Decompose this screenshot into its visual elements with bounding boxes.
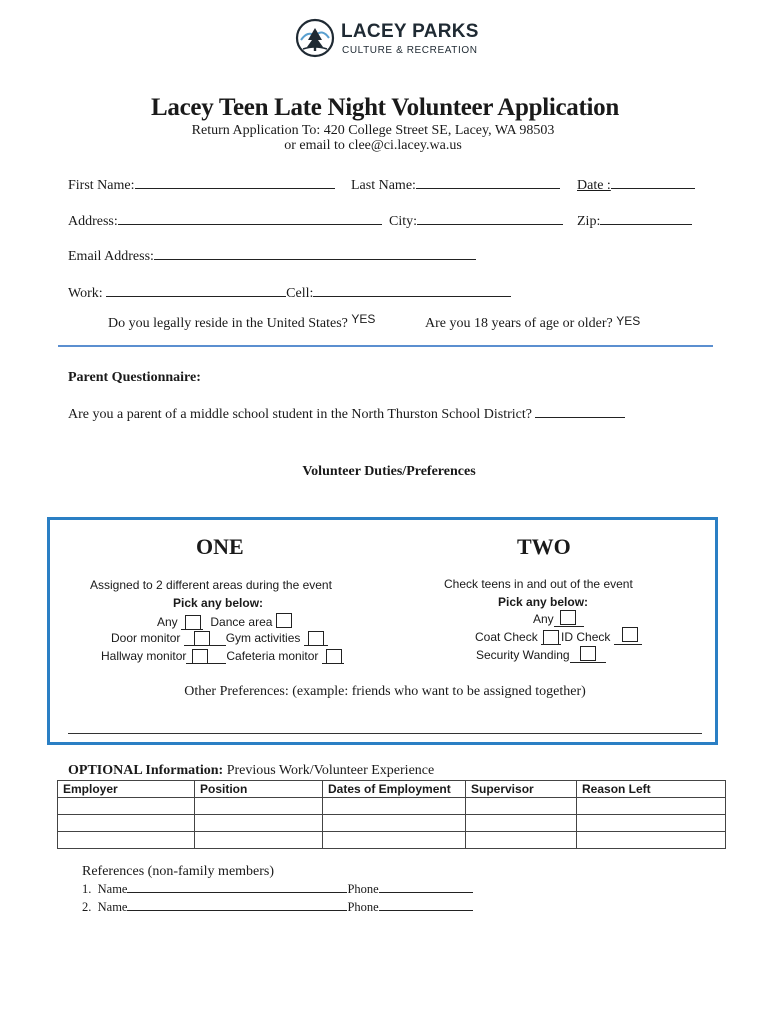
option-one-title: ONE: [196, 534, 244, 559]
logo: [295, 18, 485, 60]
zip-label: Zip:: [577, 214, 601, 229]
col-dates: Dates of Employment: [323, 781, 466, 798]
lacey-parks-logo-icon: [295, 18, 335, 58]
hallway-monitor-label: Hallway monitor: [101, 649, 187, 663]
table-header-row: [58, 781, 726, 798]
option-two-title: TWO: [517, 534, 571, 559]
coat-check-label: Coat Check: [475, 630, 538, 644]
age-answer[interactable]: YES: [616, 314, 641, 328]
col-reason-left: Reason Left: [577, 781, 726, 798]
zip-field[interactable]: [600, 210, 692, 225]
cafeteria-monitor-checkbox[interactable]: [326, 649, 342, 664]
any-label-two: Any: [533, 612, 554, 626]
last-name-label: Last Name:: [351, 178, 416, 193]
option-one-desc: Assigned to 2 different areas during the event: [90, 578, 332, 592]
other-preferences-field[interactable]: [68, 733, 702, 734]
col-supervisor: Supervisor: [466, 781, 577, 798]
gym-activities-label: Gym activities: [225, 631, 301, 645]
reference-phone-label: Phone: [347, 882, 379, 896]
dance-area-checkbox[interactable]: [276, 613, 292, 628]
last-name-field[interactable]: [416, 174, 560, 189]
reference-number: 1.: [82, 882, 92, 896]
table-row[interactable]: [58, 832, 726, 849]
any-label-one: Any: [157, 615, 178, 629]
first-name-label: First Name:: [68, 178, 135, 193]
table-row[interactable]: [58, 798, 726, 815]
email-field[interactable]: [154, 245, 476, 260]
reside-answer[interactable]: YES: [351, 312, 376, 326]
brand-name: LACEY PARKS: [341, 21, 479, 42]
optional-label: OPTIONAL Information:: [68, 763, 224, 778]
list-item: [82, 899, 473, 915]
option-two-pick: Pick any below:: [498, 595, 589, 609]
reference-number: 2.: [82, 900, 92, 914]
address-field[interactable]: [118, 210, 382, 225]
coat-check-checkbox[interactable]: [543, 630, 559, 645]
duties-heading: Volunteer Duties/Preferences: [302, 464, 476, 479]
any-checkbox-one[interactable]: [185, 615, 201, 630]
page-title: Lacey Teen Late Night Volunteer Application: [151, 94, 619, 121]
dance-area-label: Dance area: [210, 615, 273, 629]
first-name-field[interactable]: [135, 174, 335, 189]
age-question: Are you 18 years of age or older?: [425, 316, 613, 331]
col-position: Position: [195, 781, 323, 798]
other-preferences-label: Other Preferences: (example: friends who want to be assigned together): [184, 684, 586, 699]
list-item: [82, 881, 473, 897]
brand-tagline: CULTURE & RECREATION: [342, 45, 478, 56]
reference-2-name-field[interactable]: [127, 899, 347, 911]
city-label: City:: [389, 214, 418, 229]
work-phone-field[interactable]: [106, 282, 286, 297]
parent-heading: Parent Questionnaire:: [68, 370, 201, 385]
reside-question: Do you legally reside in the United States?: [108, 316, 348, 331]
hallway-monitor-checkbox[interactable]: [192, 649, 208, 664]
reference-phone-label: Phone: [347, 900, 379, 914]
reference-2-phone-field[interactable]: [379, 899, 473, 911]
table-row[interactable]: [58, 815, 726, 832]
city-field[interactable]: [417, 210, 563, 225]
reference-1-phone-field[interactable]: [379, 881, 473, 893]
cafeteria-monitor-label: Cafeteria monitor: [226, 649, 319, 663]
reference-name-label: Name: [97, 900, 128, 914]
id-check-checkbox[interactable]: [622, 627, 638, 642]
reference-1-name-field[interactable]: [127, 881, 347, 893]
date-field[interactable]: [611, 174, 695, 189]
gym-activities-checkbox[interactable]: [308, 631, 324, 646]
email-label: Email Address:: [68, 249, 154, 264]
door-monitor-checkbox[interactable]: [194, 631, 210, 646]
any-checkbox-two[interactable]: [560, 610, 576, 625]
work-label: Work:: [68, 286, 103, 301]
door-monitor-label: Door monitor: [111, 631, 181, 645]
reference-name-label: Name: [97, 882, 128, 896]
references-heading: References (non-family members): [82, 864, 275, 879]
optional-sublabel: Previous Work/Volunteer Experience: [226, 763, 435, 778]
parent-answer-field[interactable]: [535, 403, 625, 418]
return-address: Return Application To: 420 College Street SE, Lacey, WA 98503: [191, 123, 555, 138]
col-employer: Employer: [58, 781, 195, 798]
id-check-label: ID Check: [561, 630, 611, 644]
experience-table: [57, 780, 726, 849]
cell-label: Cell:: [286, 286, 314, 301]
option-one-pick: Pick any below:: [173, 596, 264, 610]
section-divider: [58, 345, 713, 347]
security-wanding-checkbox[interactable]: [580, 646, 596, 661]
option-two-desc: Check teens in and out of the event: [444, 577, 633, 591]
date-label: Date :: [577, 178, 611, 193]
address-label: Address:: [68, 214, 118, 229]
parent-question: Are you a parent of a middle school student in the North Thurston School District?: [68, 407, 532, 422]
security-wanding-label: Security Wanding: [476, 648, 570, 662]
cell-phone-field[interactable]: [313, 282, 511, 297]
return-email: or email to clee@ci.lacey.wa.us: [284, 138, 462, 153]
